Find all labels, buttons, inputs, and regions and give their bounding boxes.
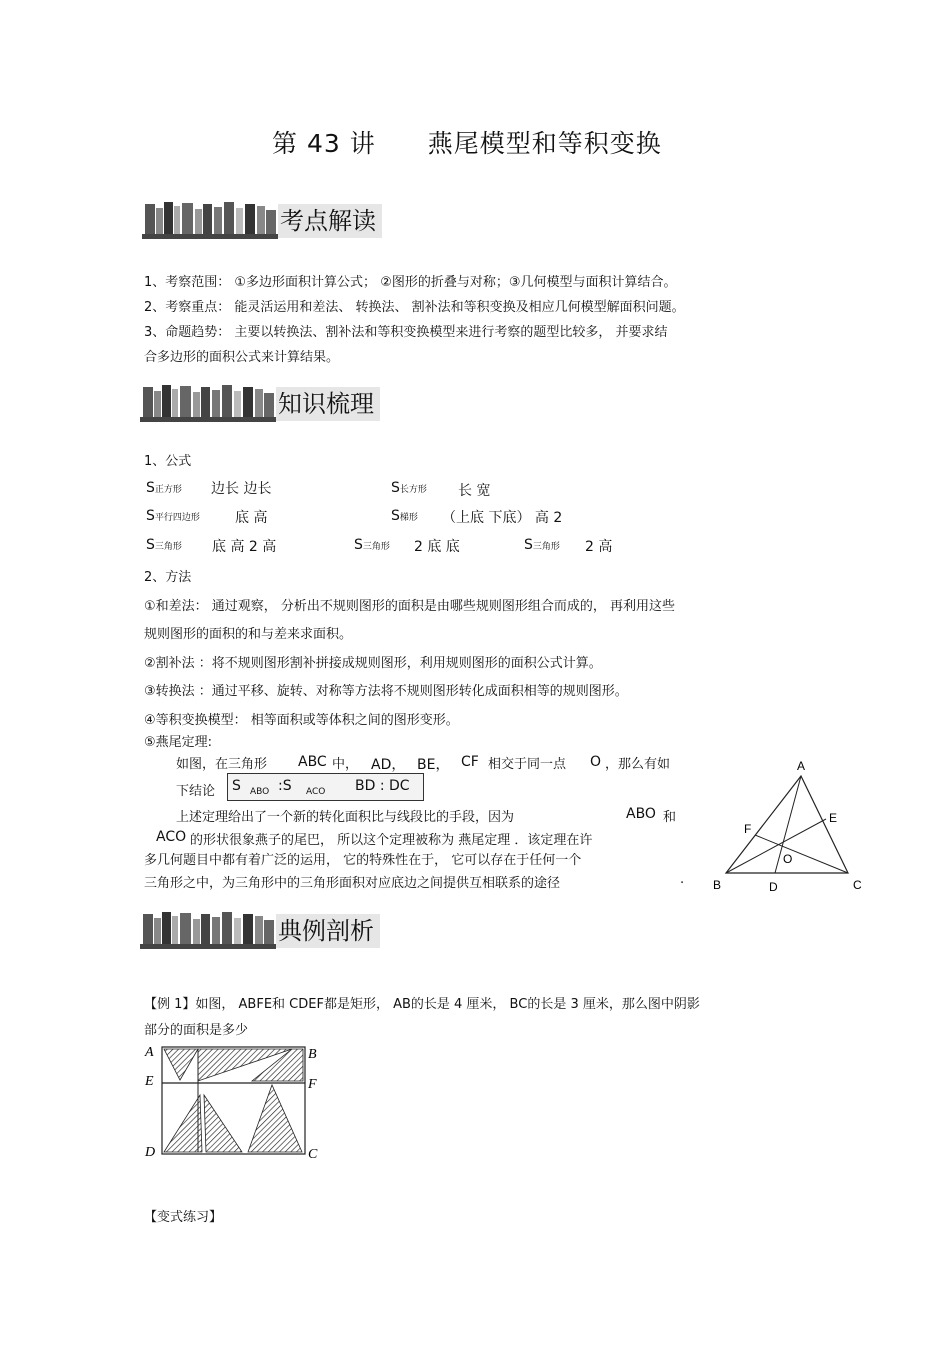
- method-1-line-2: 规则图形的面积的和与差来求面积。: [144, 627, 353, 642]
- theorem-line-4b: 的形状很象燕子的尾巴， 所以这个定理被称为 燕尾定理 ．该定理在许: [190, 833, 593, 848]
- label-a: A: [797, 759, 806, 773]
- kaodian-line-4: 合多边形的面积公式来计算结果。: [144, 350, 340, 365]
- formula-triangle-3-rhs: 2 高: [585, 539, 613, 555]
- section-header-kaodian: [142, 200, 402, 240]
- theorem-cf: CF: [461, 754, 479, 770]
- theorem-line-6-dot: .: [680, 872, 685, 887]
- theorem-ad: AD，: [371, 757, 406, 773]
- section-title: 考点解读: [278, 204, 382, 238]
- bookshelf-icon: [140, 910, 276, 950]
- section-title: 典例剖析: [276, 914, 380, 948]
- label-d: D: [145, 1145, 156, 1160]
- theorem-abc: ABC: [298, 754, 327, 770]
- formula-trapezoid-rhs: （上底 下底） 高 2: [442, 510, 563, 526]
- theorem-aco: ACO: [156, 829, 187, 845]
- kaodian-line-3: 3、命题趋势： 主要以转换法、割补法和等积变换模型来进行考察的题型比较多， 并要求结: [144, 325, 668, 340]
- label-d: D: [769, 880, 778, 894]
- formula-rectangle-rhs: 长 宽: [458, 483, 491, 499]
- formula-triangle-2: S三角形: [354, 537, 390, 553]
- page-title: 第 43 讲 燕尾模型和等积变换: [272, 129, 662, 158]
- theorem-line-1a: 如图，在三角形: [176, 757, 268, 772]
- variant-practice-heading: 【变式练习】: [144, 1210, 223, 1225]
- label-f: F: [308, 1077, 317, 1092]
- formula-parallelogram: S平行四边形: [146, 508, 200, 524]
- bookshelf-icon: [142, 200, 278, 240]
- theorem-line-1c: 中，: [332, 757, 359, 772]
- theorem-line-1i: ，那么有如: [605, 757, 671, 772]
- theorem-line-1g: 相交于同一点: [488, 757, 567, 772]
- formula-triangle-3: S三角形: [524, 537, 560, 553]
- label-a: A: [145, 1045, 154, 1060]
- kaodian-line-2: 2、考察重点： 能灵活运用和差法、 转换法、 割补法和等积变换及相应几何模型解面积问题。: [144, 300, 685, 315]
- theorem-line-6: 三角形之中，为三角形中的三角形面积对应底边之间提供互相联系的途径: [144, 876, 561, 891]
- section-header-zhishi: [140, 383, 400, 423]
- method-4: ④等积变换模型： 相等面积或等体积之间的图形变形。: [144, 713, 459, 728]
- theorem-line-5: 多几何题目中都有着广泛的运用， 它的特殊性在于， 它可以存在于任何一个: [144, 853, 582, 868]
- method-1-line-1: ①和差法： 通过观察， 分析出不规则图形的面积是由哪些规则图形组合而成的， 再利用这些: [144, 599, 676, 614]
- bookshelf-icon: [140, 383, 276, 423]
- theorem-line-3a: 上述定理给出了一个新的转化面积比与线段比的手段，因为: [176, 810, 515, 825]
- method-2: ②割补法 ：将不规则图形割补拼接成规则图形，利用规则图形的面积公式计算。: [144, 656, 602, 671]
- label-e: E: [829, 811, 838, 825]
- label-b: B: [713, 878, 722, 892]
- method-5: ⑤燕尾定理:: [144, 735, 213, 750]
- label-f: F: [744, 822, 752, 836]
- theorem-formula-box: S ABO :S ACO BD : DC: [227, 773, 424, 801]
- label-o: O: [783, 852, 793, 866]
- theorem-abo: ABO: [626, 806, 656, 822]
- label-e: E: [145, 1074, 154, 1089]
- formula-triangle-rhs: 底 高 2 高: [212, 539, 277, 555]
- formula-trapezoid: S梯形: [391, 508, 418, 524]
- label-c: C: [308, 1147, 318, 1162]
- section-title: 知识梳理: [276, 387, 380, 421]
- example-line-2: 部分的面积是多少: [144, 1023, 249, 1038]
- label-c: C: [853, 878, 862, 892]
- example-rectangle-diagram: [142, 1040, 324, 1162]
- theorem-be: BE，: [417, 757, 450, 773]
- section-header-dianli: [140, 910, 400, 950]
- formula-heading: 1、公式: [144, 454, 192, 469]
- theorem-line-3c: 和: [663, 810, 677, 825]
- example-line-1: 【例 1】如图， ABFE和 CDEF都是矩形， AB的长是 4 厘米， BC的长是 3 厘米，那么图中阴影: [144, 997, 700, 1012]
- formula-parallelogram-rhs: 底 高: [235, 510, 268, 526]
- kaodian-line-1: 1、考察范围： ①多边形面积计算公式； ②图形的折叠与对称；③几何模型与面积计算结合。: [144, 275, 677, 290]
- formula-triangle-2-rhs: 2 底 底: [414, 539, 460, 555]
- formula-square: S正方形: [146, 480, 182, 496]
- method-3: ③转换法 ：通过平移、旋转、对称等方法将不规则图形转化成面积相等的规则图形。: [144, 684, 628, 699]
- method-heading: 2、方法: [144, 570, 192, 585]
- theorem-o: O: [590, 754, 602, 770]
- yanwei-triangle-diagram: [705, 755, 875, 895]
- formula-rectangle: S长方形: [391, 480, 427, 496]
- formula-square-rhs: 边长 边长: [211, 481, 272, 497]
- formula-triangle: S三角形: [146, 537, 182, 553]
- label-b: B: [308, 1047, 317, 1062]
- theorem-line-2a: 下结论: [176, 784, 216, 799]
